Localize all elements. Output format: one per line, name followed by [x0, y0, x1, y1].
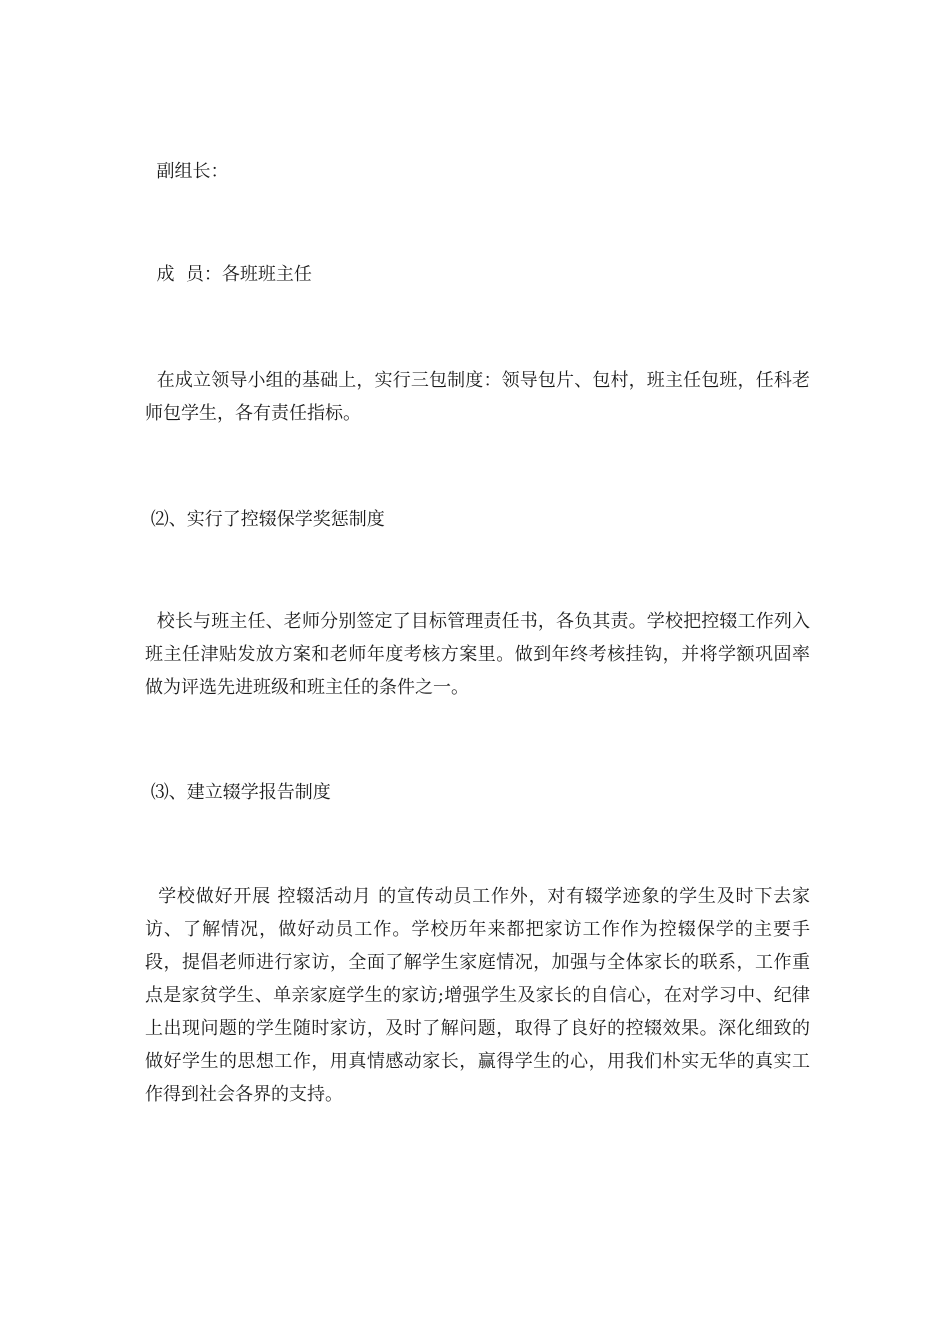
dropout-report-paragraph: 学校做好开展 控辍活动月 的宣传动员工作外，对有辍学迹象的学生及时下去家访、了解情况，做好动员工作。学校历年来都把家访工作作为控辍保学的主要手段，提倡老师进行家访，全面了解学生家庭情况，加强与全体家长的联系，工作重点是家贫学生、单亲家庭学生的家访;增强学生及家长的自信心，在对学习中、纪律上出现问题的学生随时家访，及时了解问题，取得了良好的控辍效果。深化细致的做好学生的思想工作，用真情感动家长，赢得学生的心，用我们朴实无华的真实工作得到社会各界的支持。 [145, 886, 810, 1105]
three-contract-paragraph: 在成立领导小组的基础上，实行三包制度：领导包片、包村，班主任包班，任科老师包学生，各有责任指标。 [145, 370, 810, 424]
section-heading-3: ⑶、建立辍学报告制度 [145, 782, 331, 803]
vice-leader-line: 副组长： [145, 161, 229, 182]
section-heading-2: ⑵、实行了控辍保学奖惩制度 [145, 509, 385, 530]
reward-punishment-paragraph: 校长与班主任、老师分别签定了目标管理责任书，各负其责。学校把控辍工作列入班主任津贴发放方案和老师年度考核方案里。做到年终考核挂钩，并将学额巩固率做为评选先进班级和班主任的条件之一。 [145, 611, 810, 698]
members-line: 成 员：各班班主任 [145, 264, 312, 285]
